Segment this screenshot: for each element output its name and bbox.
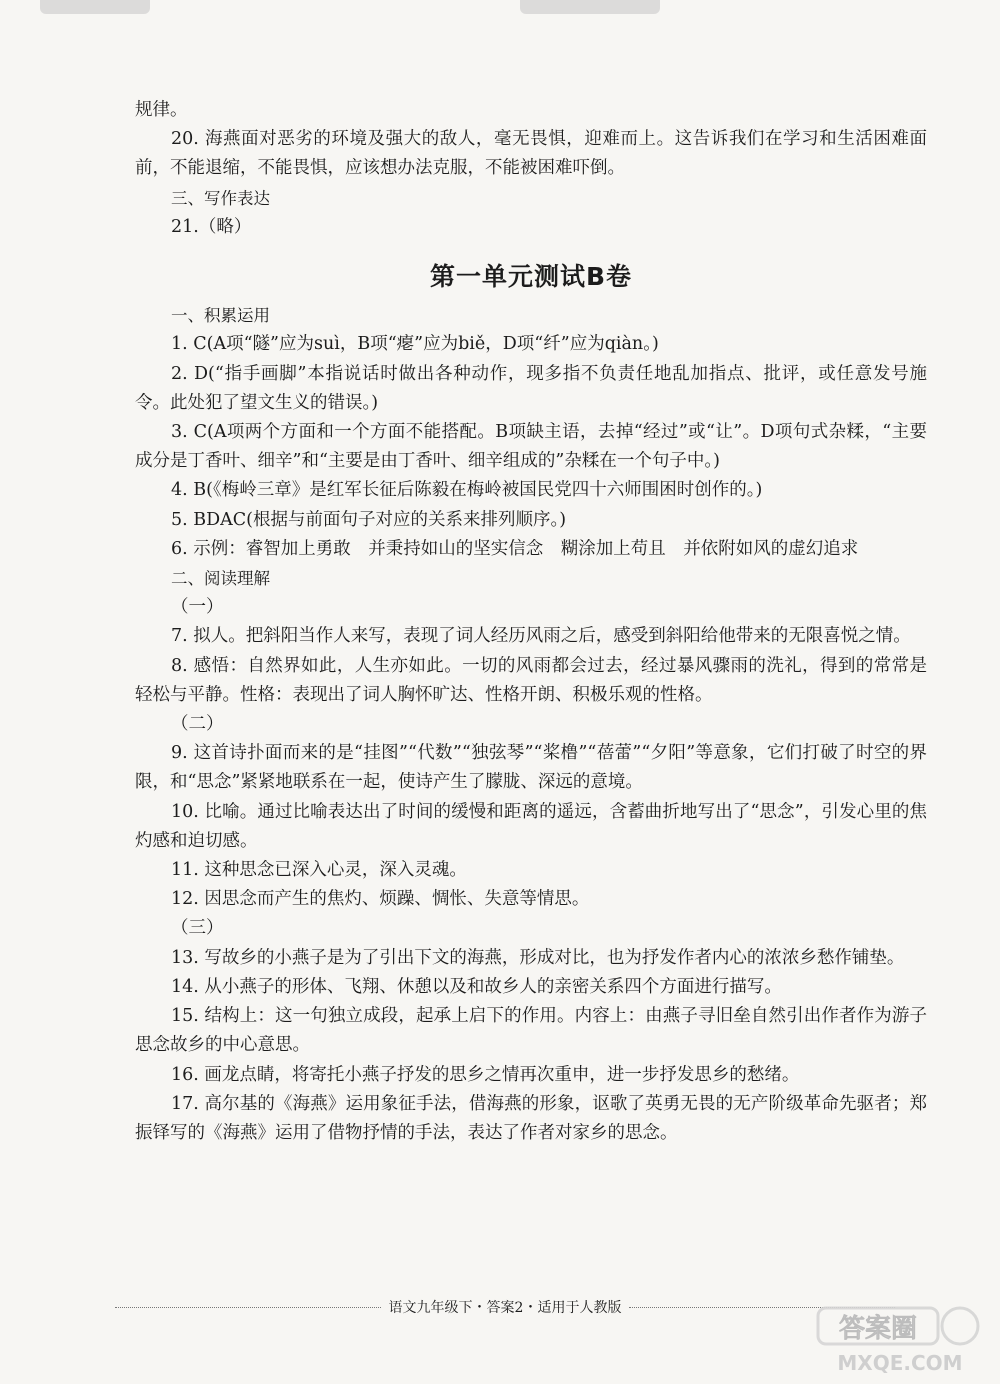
footer-rule-left: [115, 1307, 381, 1308]
watermark-text-en: MXQE.COM: [837, 1351, 963, 1375]
answer-item: 15. 结构上：这一句独立成段，起承上启下的作用。内容上：由燕子寻旧垒自然引出作者作为游子思念故乡的中心意思。: [135, 1006, 927, 1056]
subsection-label: （二）: [171, 714, 224, 735]
answer-item: 5. BDAC(根据与前面句子对应的关系来排列顺序。): [171, 509, 567, 530]
subsection-label: （一）: [171, 597, 224, 618]
section-heading: 二、阅读理解: [171, 569, 270, 589]
answer-item: 7. 拟人。把斜阳当作人来写，表现了词人经历风雨之后，感受到斜阳给他带来的无限喜悦之情。: [171, 626, 911, 647]
subsection-label: （三）: [171, 918, 224, 939]
footer-text: 语文九年级下・答案2・适用于人教版: [388, 1300, 622, 1316]
answer-item: 2. D(“指手画脚”本指说话时做出各种动作，现多指不负责任地乱加指点、批评，或任意发号施令。此处犯了望文生义的错误。): [135, 363, 927, 413]
page-footer: [115, 1296, 895, 1318]
answer-item: 9. 这首诗扑面而来的是“挂图”“代数”“独弦琴”“桨橹”“蓓蕾”“夕阳”等意象，它们打破了时空的界限，和“思念”紧紧地联系在一起，使诗产生了朦胧、深远的意境。: [135, 743, 927, 793]
section-heading: 三、写作表达: [171, 188, 270, 208]
text-line: 规律。: [135, 100, 188, 120]
section-heading: 一、积累运用: [171, 306, 270, 326]
scan-mark: [520, 0, 660, 14]
answer-item: 3. C(A项两个方面和一个方面不能搭配。B项缺主语，去掉“经过”或“让”。D项句式杂糅，“主要成分是丁香叶、细辛”和“主要是由丁香叶、细辛组成的”杂糅在一个句子中。): [135, 422, 927, 472]
answer-item: 17. 高尔基的《海燕》运用象征手法，借海燕的形象，讴歌了英勇无畏的无产阶级革命先驱者；郑振铎写的《海燕》运用了借物抒情的手法，表达了作者对家乡的思念。: [135, 1093, 927, 1143]
scan-mark: [40, 0, 150, 14]
answer-item: 8. 感悟：自然界如此，人生亦如此。一切的风雨都会过去，经过暴风骤雨的洗礼，得到的常常是轻松与平静。性格：表现出了词人胸怀旷达、性格开朗、积极乐观的性格。: [135, 655, 927, 705]
answer-content: [135, 96, 927, 1148]
unit-test-title: 第一单元测试B卷: [429, 262, 633, 292]
answer-item: 10. 比喻。通过比喻表达出了时间的缓慢和距离的遥远，含蓄曲折地写出了“思念”，引发心里的焦灼感和迫切感。: [135, 801, 927, 851]
answer-item: 21.（略）: [171, 216, 252, 237]
answer-item: 6. 示例：睿智加上勇敢 并秉持如山的坚实信念 糊涂加上苟且 并依附如风的虚幻追求: [171, 538, 859, 559]
watermark-logo: [810, 1300, 990, 1380]
answer-item: 4. B(《梅岭三章》是红军长征后陈毅在梅岭被国民党四十六师围困时创作的。): [171, 480, 763, 501]
answer-item: 13. 写故乡的小燕子是为了引出下文的海燕，形成对比，也为抒发作者内心的浓浓乡愁作铺垫。: [171, 947, 905, 968]
answer-item: 20. 海燕面对恶劣的环境及强大的敌人，毫无畏惧，迎难而上。这告诉我们在学习和生活困难面前，不能退缩，不能畏惧，应该想办法克服，不能被困难吓倒。: [135, 129, 927, 179]
answer-item: 12. 因思念而产生的焦灼、烦躁、惆怅、失意等情思。: [171, 889, 590, 910]
answer-item: 11. 这种思念已深入心灵，深入灵魂。: [171, 860, 467, 881]
answer-item: 16. 画龙点睛，将寄托小燕子抒发的思乡之情再次重申，进一步抒发思乡的愁绪。: [171, 1064, 800, 1085]
answer-item: 1. C(A项“隧”应为suì，B项“瘪”应为biě，D项“纤”应为qiàn。): [171, 334, 659, 355]
watermark-text-cn: 答案圈: [838, 1314, 918, 1344]
answer-item: 14. 从小燕子的形体、飞翔、休憩以及和故乡人的亲密关系四个方面进行描写。: [171, 976, 782, 997]
